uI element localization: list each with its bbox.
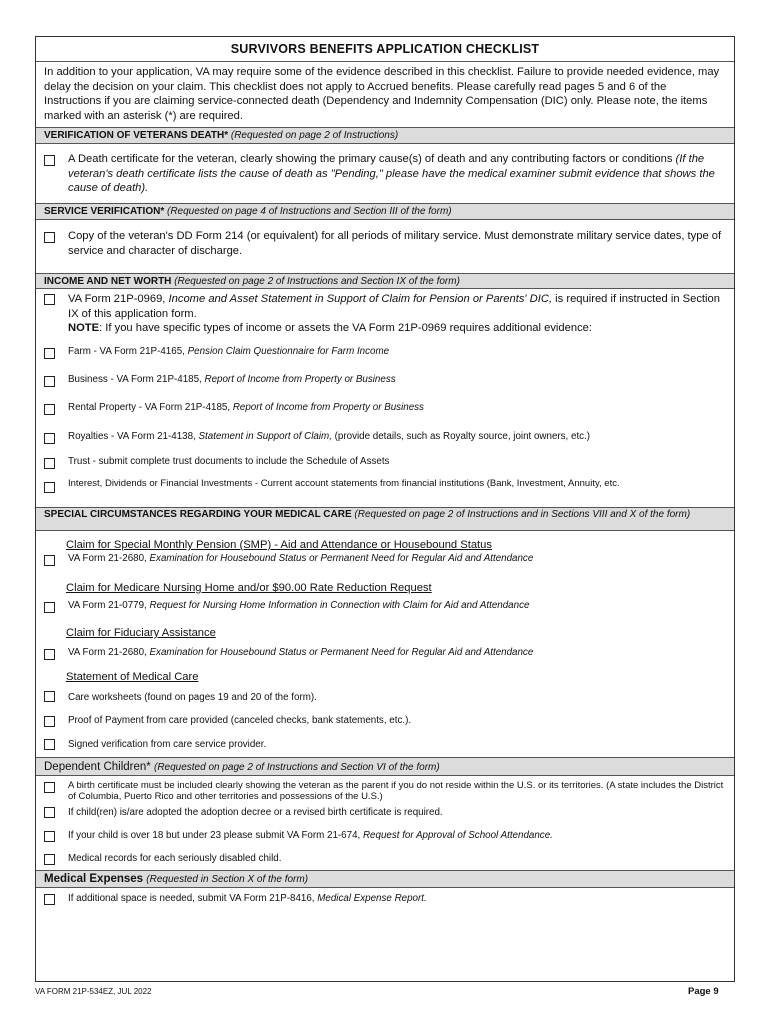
list-item-21p-0969: VA Form 21P-0969, Income and Asset Statement in Support of Claim for Pension or Parents' DIC, is required if instructed in Section IX of this application form. NOTE: If you have specific types of income or assets the VA Form 21P-0969 requires additional evidence:	[36, 289, 734, 342]
section-header-death	[36, 127, 734, 144]
checkbox[interactable]	[44, 155, 55, 166]
section-header-medical-care	[36, 507, 734, 531]
list-item-school-attendance: If your child is over 18 but under 23 please submit VA Form 21-674, Request for Approval of School Attendance.	[36, 827, 734, 850]
list-item-disabled-child: Medical records for each seriously disabled child.	[36, 850, 734, 870]
list-item-birth-certificate: A birth certificate must be included clearly showing the veteran as the parent if you do not reside within the U.S. or its territories. (A state includes the District of Columbia, Puerto Rico and other territories and possessions of the U.S.)	[36, 776, 734, 804]
list-item-income-business: Business - VA Form 21P-4185, Report of Income from Property or Business	[36, 370, 734, 398]
checkbox[interactable]	[44, 404, 55, 415]
checkbox[interactable]	[44, 691, 55, 702]
section-note: (Requested on page 2 of Instructions)	[230, 130, 399, 141]
item-text: Copy of the veteran's DD Form 214 (or equivalent) for all periods of military service. Must demonstrate military service dates, type of service and character of discharge.	[68, 230, 722, 257]
list-item-dd214	[36, 220, 734, 273]
checkbox[interactable]	[44, 458, 55, 469]
heading-medicare: Claim for Medicare Nursing Home and/or $90.00 Rate Reduction Request	[66, 582, 432, 594]
checkbox[interactable]	[44, 376, 55, 387]
checkbox[interactable]	[44, 294, 55, 305]
page-title: SURVIVORS BENEFITS APPLICATION CHECKLIST	[36, 37, 734, 62]
section-title: INCOME AND NET WORTH	[44, 276, 172, 287]
section-note: (Requested on page 2 of Instructions and Section IX of the form)	[174, 276, 460, 287]
checkbox[interactable]	[44, 831, 55, 842]
list-item-death-certificate	[36, 144, 734, 203]
checkbox[interactable]	[44, 739, 55, 750]
section-title: VERIFICATION OF VETERANS DEATH*	[44, 130, 229, 141]
section-header-income	[36, 273, 734, 289]
checklist-form	[35, 36, 735, 982]
list-item-proof-payment: Proof of Payment from care provided (canceled checks, bank statements, etc.).	[36, 712, 734, 735]
section-note: (Requested in Section X of the form)	[146, 874, 309, 885]
checkbox[interactable]	[44, 649, 55, 660]
section-header-expenses	[36, 870, 734, 888]
checkbox[interactable]	[44, 232, 55, 243]
list-item-care-worksheets: Care worksheets (found on pages 19 and 20 of the form).	[36, 687, 734, 712]
checkbox[interactable]	[44, 482, 55, 493]
list-item-fiduciary: VA Form 21-2680, Examination for Housebound Status or Permanent Need for Regular Aid and Attendance	[36, 645, 734, 669]
list-item-income-rental: Rental Property - VA Form 21P-4185, Report of Income from Property or Business	[36, 398, 734, 427]
list-item-smp: VA Form 21-2680, Examination for Housebound Status or Permanent Need for Regular Aid and Attendance	[36, 553, 734, 580]
section-note: (Requested on page 2 of Instructions and in Sections VIII and X of the form)	[354, 509, 691, 520]
checkbox[interactable]	[44, 555, 55, 566]
section-header-service	[36, 203, 734, 220]
section-title: Medical Expenses	[44, 873, 144, 885]
checkbox[interactable]	[44, 716, 55, 727]
section-title: Dependent Children*	[44, 761, 151, 773]
checkbox[interactable]	[44, 854, 55, 865]
checkbox[interactable]	[44, 807, 55, 818]
list-item-income-royalties: Royalties - VA Form 21-4138, Statement in Support of Claim, (provide details, such as Royalty source, joint owners, etc.)	[36, 427, 734, 455]
section-title: SERVICE VERIFICATION*	[44, 206, 165, 217]
section-note: (Requested on page 4 of Instructions and Section III of the form)	[167, 206, 452, 217]
section-header-dependents	[36, 757, 734, 776]
list-item-income-interest: Interest, Dividends or Financial Investments - Current account statements from financial institutions (Bank, Investment, Annuity, etc.	[36, 479, 734, 507]
list-item-adoption: If child(ren) is/are adopted the adoption decree or a revised birth certificate is required.	[36, 804, 734, 827]
section-note: (Requested on page 2 of Instructions and Section VI of the form)	[153, 762, 440, 773]
checkbox[interactable]	[44, 433, 55, 444]
checkbox[interactable]	[44, 894, 55, 905]
list-item-income-farm: Farm - VA Form 21P-4165, Pension Claim Questionnaire for Farm Income	[36, 342, 734, 370]
item-text: A Death certificate for the veteran, clearly showing the primary cause(s) of death and any contributing factors or conditions	[68, 153, 673, 165]
heading-fiduciary: Claim for Fiduciary Assistance	[66, 627, 216, 639]
item-italic-text: (If the veteran's death certificate lists the cause of death as "Pending," please have the medical examiner submit evidence that shows the cause of death).	[68, 153, 715, 194]
list-item-income-trust: Trust - submit complete trust documents to include the Schedule of Assets	[36, 455, 734, 479]
heading-smp: Claim for Special Monthly Pension (SMP) - Aid and Attendance or Housebound Status	[66, 539, 492, 551]
footer-form-id: VA FORM 21P-534EZ, JUL 2022	[35, 987, 152, 996]
list-item-signed-verification: Signed verification from care service provider.	[36, 735, 734, 757]
checkbox[interactable]	[44, 782, 55, 793]
list-item-medical-expense-report: If additional space is needed, submit VA Form 21P-8416, Medical Expense Report.	[36, 888, 734, 910]
footer-page-number: Page 9	[688, 986, 719, 997]
heading-statement: Statement of Medical Care	[66, 671, 199, 683]
checkbox[interactable]	[44, 602, 55, 613]
intro-text: In addition to your application, VA may require some of the evidence described in this checklist. Failure to provide needed evidence, may delay the decision on your claim. This checklist does not apply to Accrued benefits. Please carefully read pages 5 and 6 of the Instructions if you are claiming service-connected death (Dependency and Indemnity Compensation (DIC) only. Please note, the items marked with an asterisk (*) are required.	[44, 66, 720, 122]
list-item-medicare: VA Form 21-0779, Request for Nursing Home Information in Connection with Claim for Aid and Attendance	[36, 598, 734, 625]
section-title: SPECIAL CIRCUMSTANCES REGARDING YOUR MEDICAL CARE	[44, 509, 352, 520]
checkbox[interactable]	[44, 348, 55, 359]
